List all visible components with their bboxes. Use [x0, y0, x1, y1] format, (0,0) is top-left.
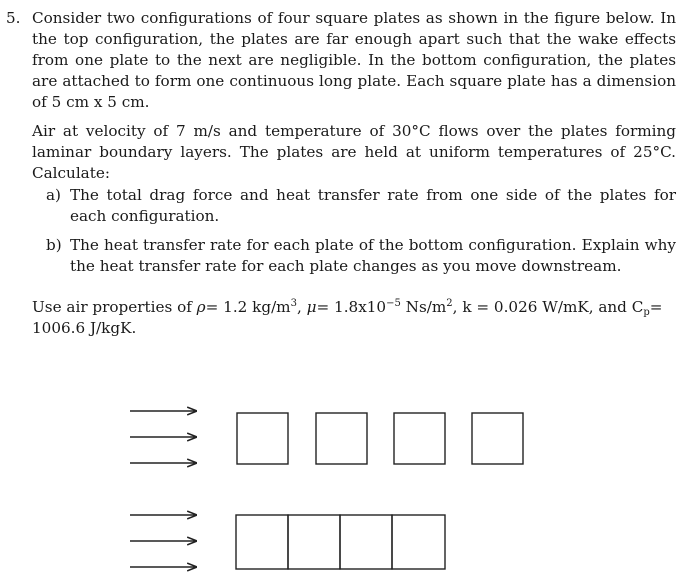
- rho-symbol: ρ: [196, 298, 206, 316]
- mu-value: = 1.8x10: [316, 298, 387, 316]
- problem-number: 5.: [6, 9, 21, 27]
- square-plate: [392, 515, 445, 569]
- bottom-configuration: [130, 515, 445, 569]
- square-plate: [472, 413, 523, 464]
- mu-exponent: −5: [386, 298, 401, 309]
- cp-subscript: p: [643, 307, 650, 318]
- separator: ,: [296, 298, 307, 316]
- properties-lead: Use air properties of: [32, 298, 197, 316]
- square-plate: [340, 515, 392, 569]
- sub-question-label: a): [46, 186, 61, 204]
- square-plate: [288, 515, 340, 569]
- rho-exponent: 3: [290, 298, 297, 309]
- k-value: , k = 0.026 W/mK, and C: [452, 298, 644, 316]
- rho-value: = 1.2 kg/m: [205, 298, 291, 316]
- flow-arrows-top: [130, 411, 196, 463]
- air-properties: [32, 297, 676, 339]
- square-plate: [237, 413, 288, 464]
- square-plate: [236, 515, 288, 569]
- mu-unit: Ns/m: [400, 298, 447, 316]
- problem-intro: Consider two configurations of four square plates as shown in the figure below. In the top configuration, the plates are far enough apart such that the wake effects from one plate to the next are negligible. In the bottom configuration, the plates are attached to form one continuous long plate. Each square plate has a dimension of 5 cm x 5 cm.: [32, 9, 676, 111]
- sub-question-text: The total drag force and heat transfer rate from one side of the plates for each configuration.: [70, 186, 676, 225]
- sub-question-label: b): [46, 236, 62, 254]
- problem-conditions: Air at velocity of 7 m/s and temperature of 30°C flows over the plates forming laminar boundary layers. The plates are held at uniform temperatures of 25°C. Calculate:: [32, 122, 676, 182]
- square-plate: [316, 413, 367, 464]
- square-plate: [394, 413, 445, 464]
- flow-arrows-bottom: [130, 515, 196, 567]
- mu-symbol: μ: [306, 298, 317, 316]
- top-configuration: [130, 411, 523, 464]
- cp-value: = 1006.6 J/kgK.: [32, 298, 663, 337]
- sub-question-text: The heat transfer rate for each plate of the bottom configuration. Explain why the heat transfer rate for each plate changes as you move downstream.: [70, 236, 676, 275]
- mu-unit-exponent: 2: [446, 298, 453, 309]
